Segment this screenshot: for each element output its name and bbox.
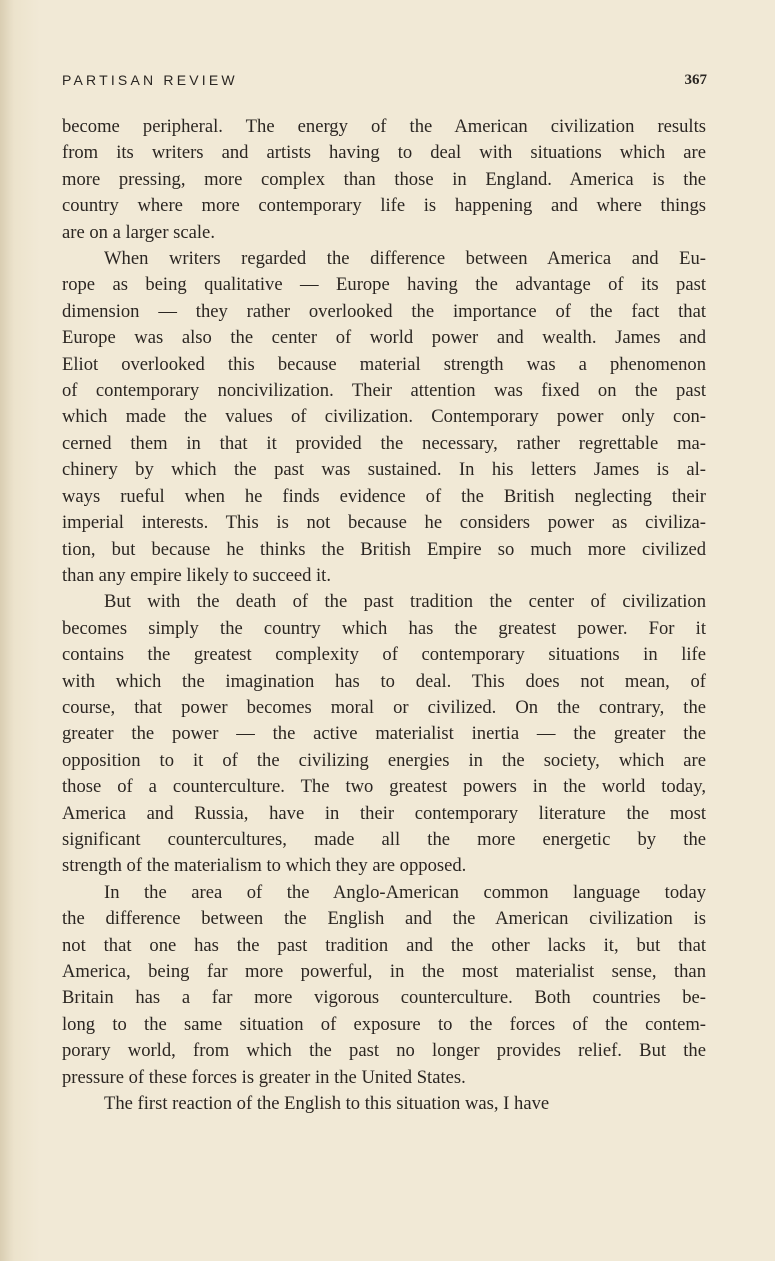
body-text: [62, 114, 706, 1117]
text-line: cerned them in that it provided the necessary, rather regrettable ma-: [62, 432, 706, 454]
text-line: significant countercultures, made all the more energetic by the: [62, 828, 706, 850]
text-line: rope as being qualitative — Europe having the advantage of its past: [62, 274, 706, 296]
text-line: from its writers and artists having to deal with situations which are: [62, 142, 706, 164]
text-line: In the area of the Anglo-American common language today: [104, 881, 706, 903]
text-line: not that one has the past tradition and the other lacks it, but that: [62, 934, 706, 956]
text-line: The first reaction of the English to this situation was, I have: [104, 1093, 550, 1115]
text-line: the difference between the English and the American civilization is: [62, 908, 706, 930]
text-line: ways rueful when he finds evidence of the British neglecting their: [62, 485, 706, 507]
text-line: than any empire likely to succeed it.: [62, 564, 332, 586]
page-header: [62, 72, 707, 94]
text-line: long to the same situation of exposure to the forces of the contem-: [62, 1013, 706, 1035]
text-line: which made the values of civilization. Contemporary power only con-: [62, 406, 706, 428]
text-line: more pressing, more complex than those in England. America is the: [62, 168, 706, 190]
text-line: Europe was also the center of world power and wealth. James and: [62, 327, 706, 349]
text-line: Britain has a far more vigorous counterculture. Both countries be-: [62, 987, 706, 1009]
text-line: greater the power — the active materialist inertia — the greater the: [62, 723, 706, 745]
text-line: strength of the materialism to which they are opposed.: [62, 855, 467, 877]
text-line: America, being far more powerful, in the most materialist sense, than: [62, 961, 706, 982]
text-line: imperial interests. This is not because he considers power as civiliza-: [62, 512, 706, 534]
text-line: Eliot overlooked this because material strength was a phenomenon: [62, 353, 706, 375]
text-line: chinery by which the past was sustained. In his letters James is al-: [62, 459, 706, 481]
text-line: are on a larger scale.: [62, 221, 215, 243]
text-line: porary world, from which the past no longer provides relief. But the: [62, 1040, 706, 1062]
text-line: dimension — they rather overlooked the importance of the fact that: [62, 300, 706, 322]
text-line: with which the imagination has to deal. This does not mean, of: [62, 670, 706, 692]
text-line: course, that power becomes moral or civilized. On the contrary, the: [62, 696, 706, 718]
text-line: country where more contemporary life is happening and where things: [62, 195, 706, 217]
text-line: become peripheral. The energy of the American civilization results: [62, 116, 706, 137]
text-line: contains the greatest complexity of contemporary situations in life: [62, 644, 706, 666]
text-line: But with the death of the past tradition the center of civilization: [104, 591, 706, 613]
text-line: becomes simply the country which has the greatest power. For it: [62, 617, 706, 639]
running-title: PARTISAN REVIEW: [62, 72, 238, 88]
text-line: those of a counterculture. The two greatest powers in the world today,: [62, 776, 706, 798]
text-line: America and Russia, have in their contemporary literature the most: [62, 802, 706, 824]
text-line: opposition to it of the civilizing energies in the society, which are: [62, 749, 706, 771]
text-line: tion, but because he thinks the British Empire so much more civilized: [62, 538, 706, 560]
page-number: 367: [684, 72, 707, 88]
text-line: of contemporary noncivilization. Their attention was fixed on the past: [62, 380, 706, 402]
text-line: When writers regarded the difference between America and Eu-: [104, 248, 706, 270]
text-line: pressure of these forces is greater in the United States.: [62, 1066, 466, 1088]
